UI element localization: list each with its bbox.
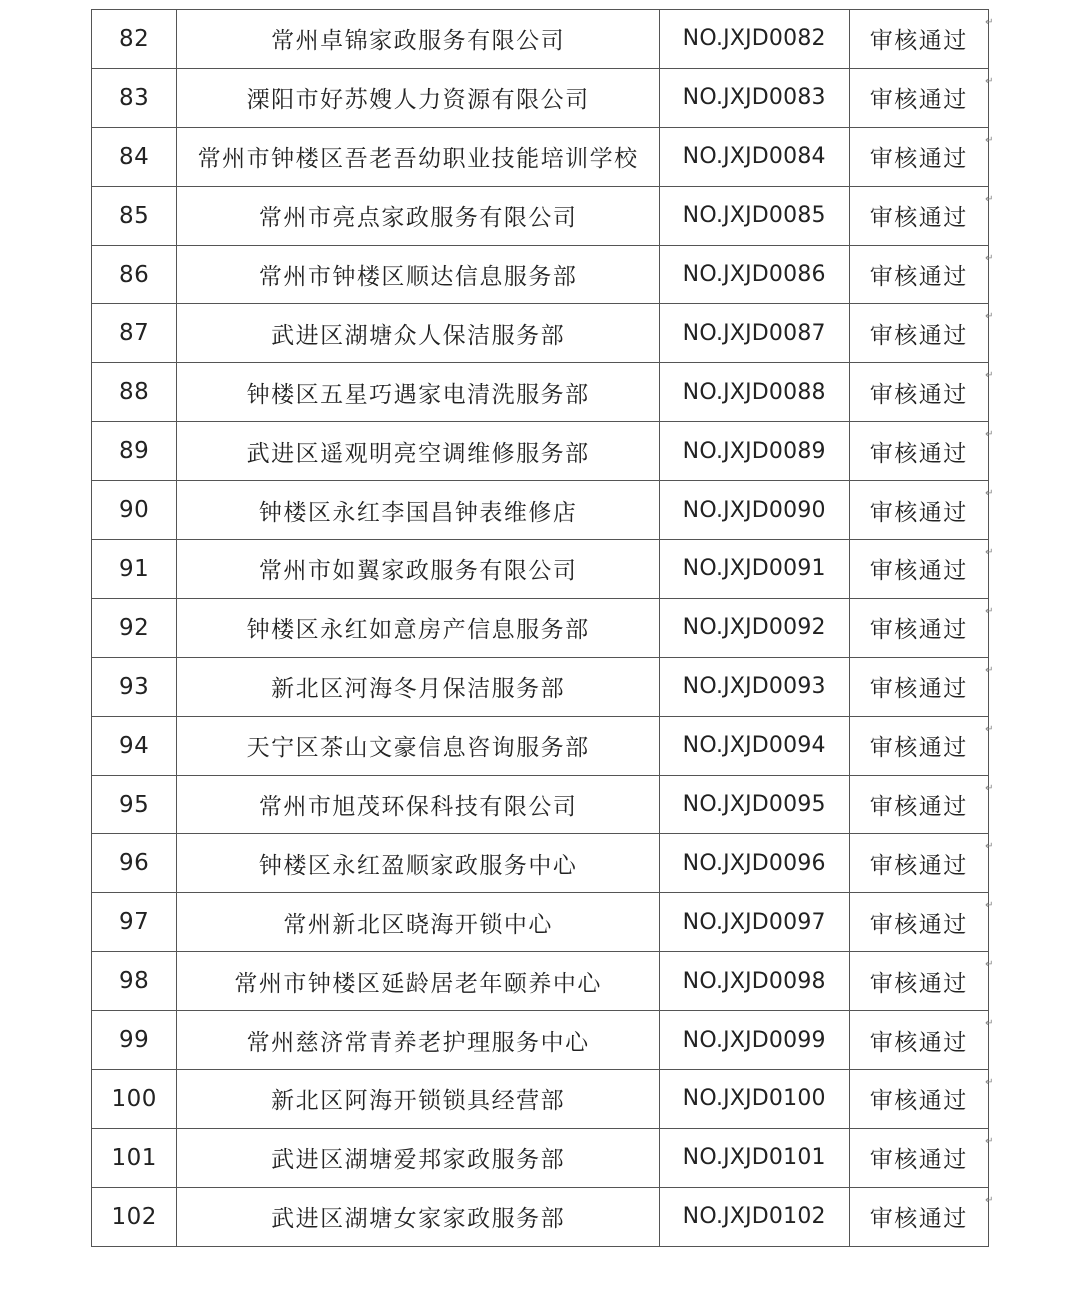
row-number-text: 83: [119, 84, 150, 111]
company-name-text: 钟楼区永红盈顺家政服务中心: [258, 852, 578, 879]
registration-code-cell: [659, 834, 849, 893]
status-text: 审核通过: [869, 264, 968, 290]
row-end-mark-icon: ↵: [985, 841, 995, 853]
company-name-text: 常州市钟楼区延龄居老年颐养中心: [234, 970, 602, 997]
status-text: 审核通过: [869, 499, 968, 526]
status-cell: [849, 481, 995, 540]
row-end-mark-icon: ↵: [985, 193, 995, 205]
registration-code-text: NO.JXJD0090: [682, 497, 826, 523]
status-cell: [849, 657, 995, 716]
status-text: 审核通过: [869, 1206, 968, 1233]
row-number-cell: [92, 422, 177, 481]
row-number-text: 90: [119, 497, 150, 524]
registration-code-cell: [659, 481, 849, 540]
status-text: 审核通过: [869, 970, 968, 997]
registration-code-text: NO.JXJD0094: [682, 733, 826, 759]
registration-code-cell: [659, 1187, 849, 1246]
row-end-mark-icon: ↵: [985, 900, 995, 912]
table-row: [92, 481, 989, 540]
row-number-cell: [92, 10, 177, 69]
table-row: [92, 10, 989, 69]
registration-code-text: NO.JXJD0091: [682, 556, 826, 582]
registration-code-text: NO.JXJD0084: [682, 144, 826, 170]
status-cell: [849, 598, 995, 657]
status-text: 审核通过: [869, 794, 968, 821]
company-name-text: 武进区遥观明亮空调维修服务部: [246, 440, 590, 467]
row-end-mark-icon: ↵: [985, 488, 995, 500]
row-number-cell: [92, 775, 177, 834]
row-number-text: 98: [119, 968, 150, 995]
table-row: [92, 598, 989, 657]
status-cell: [849, 68, 995, 127]
registration-code-cell: [659, 893, 849, 952]
company-name-cell: [177, 1187, 660, 1246]
row-end-mark-icon: ↵: [985, 1077, 995, 1089]
row-number-text: 93: [119, 673, 150, 700]
row-end-mark-icon: ↵: [985, 547, 995, 559]
status-cell: [849, 540, 995, 599]
status-cell: [849, 952, 995, 1011]
registration-code-cell: [659, 657, 849, 716]
row-end-mark-icon: ↵: [985, 782, 995, 794]
registration-code-text: NO.JXJD0087: [682, 320, 826, 346]
company-name-cell: [177, 481, 660, 540]
status-cell: [849, 1070, 995, 1129]
company-name-text: 天宁区茶山文豪信息咨询服务部: [246, 735, 590, 762]
status-cell: [849, 1128, 995, 1187]
registration-code-text: NO.JXJD0086: [682, 262, 826, 287]
row-number-cell: [92, 716, 177, 775]
row-number-cell: [92, 1187, 177, 1246]
company-name-cell: [177, 598, 660, 657]
row-end-mark-icon: ↵: [985, 1194, 995, 1206]
company-name-cell: [177, 304, 660, 363]
registration-code-text: NO.JXJD0095: [682, 792, 826, 818]
row-end-mark-icon: ↵: [985, 75, 995, 87]
status-text: 审核通过: [869, 676, 968, 703]
registration-code-text: NO.JXJD0082: [682, 26, 826, 52]
company-name-cell: [177, 952, 660, 1011]
company-name-cell: [177, 422, 660, 481]
table-row: [92, 775, 989, 834]
table-row: [92, 1128, 989, 1187]
registration-code-cell: [659, 245, 849, 304]
status-cell: [849, 775, 995, 834]
status-cell: [849, 245, 995, 304]
registration-code-cell: [659, 10, 849, 69]
row-number-cell: [92, 127, 177, 186]
company-name-cell: [177, 716, 660, 775]
company-name-text: 常州市亮点家政服务有限公司: [258, 205, 578, 232]
table-row: [92, 186, 989, 245]
table-row: [92, 834, 989, 893]
company-name-text: 钟楼区永红李国昌钟表维修店: [258, 499, 578, 526]
row-number-text: 101: [111, 1144, 157, 1171]
row-number-text: 97: [119, 909, 150, 936]
status-text: 审核通过: [869, 911, 968, 938]
row-end-mark-icon: ↵: [985, 134, 995, 146]
company-name-text: 武进区湖塘爱邦家政服务部: [271, 1147, 566, 1174]
table-row: [92, 304, 989, 363]
registration-code-cell: [659, 952, 849, 1011]
row-number-text: 100: [111, 1085, 157, 1112]
company-name-cell: [177, 775, 660, 834]
table-row: [92, 363, 989, 422]
status-text: 审核通过: [869, 852, 968, 879]
registration-code-text: NO.JXJD0102: [682, 1204, 826, 1230]
status-text: 审核通过: [869, 322, 968, 349]
company-name-cell: [177, 540, 660, 599]
registration-code-cell: [659, 186, 849, 245]
company-name-text: 新北区河海冬月保洁服务部: [271, 676, 566, 703]
company-name-text: 钟楼区五星巧遇家电清洗服务部: [246, 381, 590, 408]
row-number-cell: [92, 481, 177, 540]
row-end-mark-icon: ↵: [985, 605, 995, 617]
registration-code-text: NO.JXJD0089: [682, 438, 826, 464]
status-text: 审核通过: [869, 1088, 968, 1115]
row-number-text: 86: [119, 261, 150, 288]
status-text: 审核通过: [869, 146, 968, 173]
registration-code-text: NO.JXJD0085: [682, 203, 826, 229]
company-name-text: 溧阳市好苏嫂人力资源有限公司: [246, 87, 590, 114]
row-number-text: 87: [119, 320, 150, 347]
company-name-cell: [177, 363, 660, 422]
company-name-cell: [177, 893, 660, 952]
company-name-cell: [177, 245, 660, 304]
status-text: 审核通过: [869, 28, 968, 55]
table-row: [92, 657, 989, 716]
status-cell: [849, 1187, 995, 1246]
row-number-text: 96: [119, 850, 150, 877]
row-end-mark-icon: ↵: [985, 1135, 995, 1147]
company-name-text: 常州慈济常青养老护理服务中心: [246, 1029, 590, 1056]
row-end-mark-icon: ↵: [985, 1018, 995, 1030]
company-name-text: 武进区湖塘女家家政服务部: [271, 1206, 566, 1233]
row-number-text: 91: [119, 555, 150, 582]
company-name-cell: [177, 68, 660, 127]
registration-code-cell: [659, 68, 849, 127]
company-name-cell: [177, 10, 660, 69]
status-cell: [849, 716, 995, 775]
row-end-mark-icon: ↵: [985, 664, 995, 676]
company-name-text: 武进区湖塘众人保洁服务部: [271, 322, 566, 349]
approval-table: [91, 9, 995, 1247]
status-text: 审核通过: [869, 1147, 968, 1174]
status-cell: [849, 127, 995, 186]
row-number-cell: [92, 186, 177, 245]
row-number-cell: [92, 952, 177, 1011]
table-row: [92, 952, 989, 1011]
registration-code-cell: [659, 775, 849, 834]
registration-code-cell: [659, 363, 849, 422]
row-number-cell: [92, 657, 177, 716]
status-cell: [849, 422, 995, 481]
table-row: [92, 422, 989, 481]
row-number-cell: [92, 540, 177, 599]
registration-code-cell: [659, 1011, 849, 1070]
row-number-text: 82: [119, 25, 150, 52]
registration-code-cell: [659, 1070, 849, 1129]
status-text: 审核通过: [869, 381, 968, 408]
company-name-text: 钟楼区永红如意房产信息服务部: [246, 617, 590, 644]
row-end-mark-icon: ↵: [985, 17, 995, 28]
row-end-mark-icon: ↵: [985, 429, 995, 441]
company-name-cell: [177, 1128, 660, 1187]
registration-code-text: NO.JXJD0100: [682, 1086, 826, 1112]
row-end-mark-icon: ↵: [985, 723, 995, 735]
company-name-text: 常州市钟楼区顺达信息服务部: [258, 264, 578, 290]
row-number-cell: [92, 68, 177, 127]
table-row: [92, 540, 989, 599]
row-number-cell: [92, 1128, 177, 1187]
status-text: 审核通过: [869, 558, 968, 585]
registration-code-cell: [659, 422, 849, 481]
registration-code-text: NO.JXJD0092: [682, 615, 826, 641]
company-name-cell: [177, 127, 660, 186]
registration-code-cell: [659, 716, 849, 775]
registration-code-text: NO.JXJD0093: [682, 674, 826, 700]
company-name-text: 常州市钟楼区吾老吾幼职业技能培训学校: [197, 146, 639, 173]
row-end-mark-icon: ↵: [985, 959, 995, 971]
row-number-text: 94: [119, 732, 150, 759]
table-row: [92, 893, 989, 952]
row-number-text: 102: [111, 1203, 157, 1230]
status-cell: [849, 304, 995, 363]
registration-code-text: NO.JXJD0083: [682, 85, 826, 111]
table-row: [92, 245, 989, 304]
row-end-mark-icon: ↵: [985, 311, 995, 323]
registration-code-cell: [659, 127, 849, 186]
row-number-cell: [92, 304, 177, 363]
status-text: 审核通过: [869, 735, 968, 762]
status-cell: [849, 10, 995, 69]
row-number-text: 99: [119, 1027, 150, 1054]
company-name-cell: [177, 657, 660, 716]
row-number-text: 95: [119, 791, 150, 818]
company-name-cell: [177, 186, 660, 245]
status-cell: [849, 834, 995, 893]
row-number-text: 85: [119, 202, 150, 229]
table-body: [92, 10, 995, 1247]
row-number-cell: [92, 598, 177, 657]
registration-code-cell: [659, 598, 849, 657]
registration-code-text: NO.JXJD0097: [682, 909, 826, 935]
company-name-text: 常州卓锦家政服务有限公司: [271, 28, 566, 55]
company-name-text: 常州新北区晓海开锁中心: [283, 911, 553, 938]
table-row: [92, 127, 989, 186]
registration-code-text: NO.JXJD0101: [682, 1145, 826, 1171]
registration-code-text: NO.JXJD0098: [682, 968, 826, 994]
company-name-text: 新北区阿海开锁锁具经营部: [271, 1088, 566, 1115]
status-cell: [849, 363, 995, 422]
row-number-text: 92: [119, 614, 150, 641]
company-name-cell: [177, 834, 660, 893]
row-number-cell: [92, 893, 177, 952]
table-row: [92, 716, 989, 775]
table-row: [92, 1187, 989, 1246]
status-text: 审核通过: [869, 87, 968, 114]
row-number-text: 88: [119, 379, 150, 406]
row-number-cell: [92, 245, 177, 304]
status-cell: [849, 186, 995, 245]
table-row: [92, 68, 989, 127]
status-cell: [849, 1011, 995, 1070]
row-number-cell: [92, 363, 177, 422]
status-text: 审核通过: [869, 1029, 968, 1056]
status-text: 审核通过: [869, 205, 968, 232]
row-number-cell: [92, 834, 177, 893]
company-name-cell: [177, 1011, 660, 1070]
registration-code-cell: [659, 304, 849, 363]
row-number-text: 84: [119, 143, 150, 170]
row-number-cell: [92, 1011, 177, 1070]
row-end-mark-icon: ↵: [985, 252, 995, 264]
registration-code-cell: [659, 540, 849, 599]
row-number-text: 89: [119, 438, 150, 465]
status-text: 审核通过: [869, 440, 968, 467]
status-text: 审核通过: [869, 617, 968, 644]
row-number-cell: [92, 1070, 177, 1129]
company-name-text: 常州市如翼家政服务有限公司: [258, 558, 578, 585]
registration-code-text: NO.JXJD0099: [682, 1027, 826, 1053]
company-name-text: 常州市旭茂环保科技有限公司: [258, 794, 578, 821]
row-end-mark-icon: ↵: [985, 370, 995, 382]
table-row: [92, 1011, 989, 1070]
registration-code-text: NO.JXJD0088: [682, 379, 826, 405]
status-cell: [849, 893, 995, 952]
table-row: [92, 1070, 989, 1129]
registration-code-text: NO.JXJD0096: [682, 850, 826, 876]
company-name-cell: [177, 1070, 660, 1129]
registration-code-cell: [659, 1128, 849, 1187]
